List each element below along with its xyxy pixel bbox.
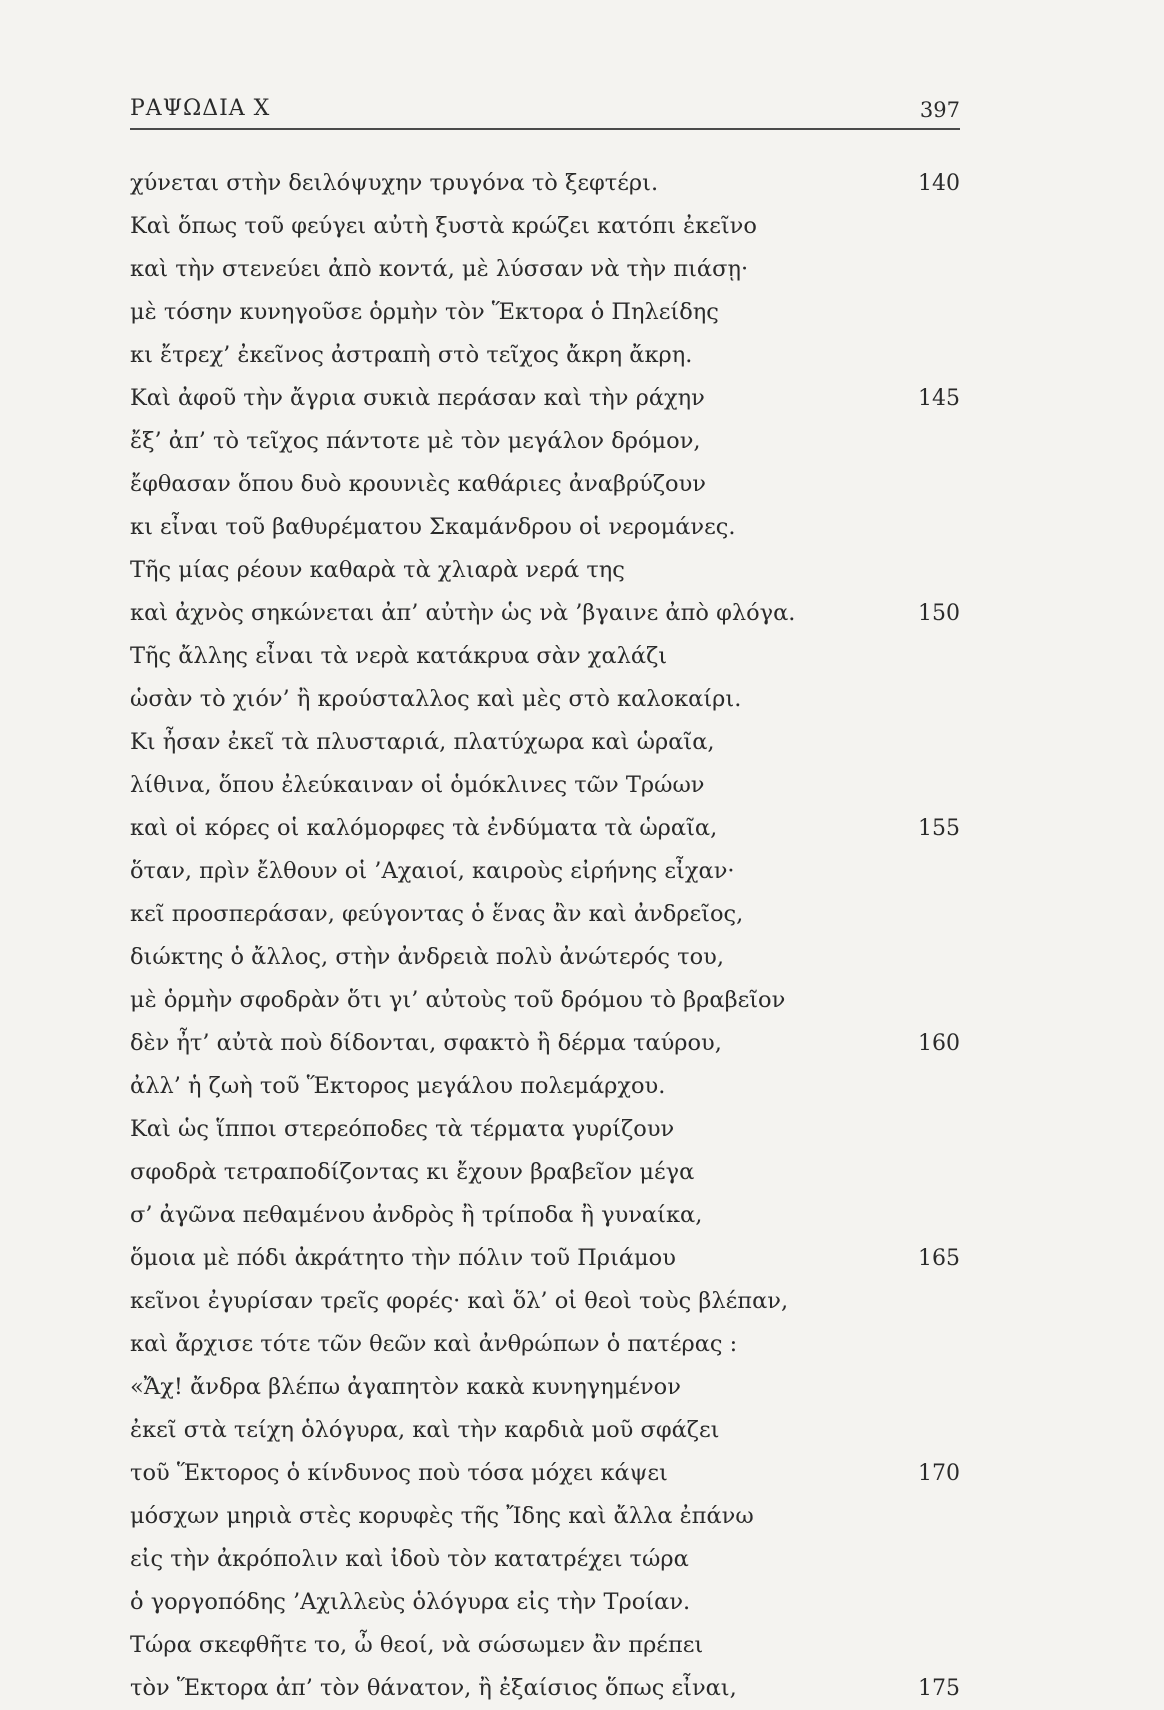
verse-line-text: εἰς τὴν ἀκρόπολιν καὶ ἰδοὺ τὸν κατατρέχει τώρα xyxy=(130,1546,689,1572)
verse-line-text: καὶ ἄρχισε τότε τῶν θεῶν καὶ ἀνθρώπων ὁ πατέρας : xyxy=(130,1331,738,1357)
verse-line xyxy=(130,721,960,764)
verse-line xyxy=(130,377,960,420)
verse-line-text: Καὶ ἀφοῦ τὴν ἄγρια συκιὰ περάσαν καὶ τὴν ράχην xyxy=(130,385,705,411)
verse-line xyxy=(130,592,960,635)
verse-line xyxy=(130,1581,960,1624)
verse-line xyxy=(130,334,960,377)
verse-line-text: κεῖνοι ἐγυρίσαν τρεῖς φορές· καὶ ὅλ’ οἱ θεοὶ τοὺς βλέπαν, xyxy=(130,1288,789,1314)
verse-line-text: σφοδρὰ τετραποδίζοντας κι ἔχουν βραβεῖον μέγα xyxy=(130,1159,695,1185)
verse-line xyxy=(130,893,960,936)
verse-line-text: τὸν Ἕκτορα ἀπ’ τὸν θάνατον, ἢ ἐξαίσιος ὅπως εἶναι, xyxy=(130,1675,737,1701)
verse-line xyxy=(130,420,960,463)
verse-line-text: Καὶ ὡς ἵπποι στερεόποδες τὰ τέρματα γυρίζουν xyxy=(130,1116,675,1142)
line-number: 160 xyxy=(918,1031,960,1056)
verse-line xyxy=(130,764,960,807)
verse-line xyxy=(130,162,960,205)
verse-line xyxy=(130,1108,960,1151)
verse-line-text: καὶ τὴν στενεύει ἀπὸ κοντά, μὲ λύσσαν νὰ τὴν πιάσῃ· xyxy=(130,256,749,282)
verse-line xyxy=(130,979,960,1022)
verse-line xyxy=(130,1624,960,1667)
verse-line-text: κι ἔτρεχ’ ἐκεῖνος ἀστραπὴ στὸ τεῖχος ἄκρη ἄκρη. xyxy=(130,342,693,368)
verse-line xyxy=(130,1022,960,1065)
verse-line xyxy=(130,1495,960,1538)
verse-line xyxy=(130,463,960,506)
verse-line xyxy=(130,850,960,893)
line-number: 150 xyxy=(918,601,960,626)
page-header xyxy=(130,96,960,130)
verse-line-text: δὲν ἦτ’ αὐτὰ ποὺ δίδονται, σφακτὸ ἢ δέρμα ταύρου, xyxy=(130,1030,722,1056)
verse-line-text: μὲ ὁρμὴν σφοδρὰν ὅτι γι’ αὐτοὺς τοῦ δρόμου τὸ βραβεῖον xyxy=(130,987,786,1013)
verse-line-text: ἀλλ’ ἡ ζωὴ τοῦ Ἕκτορος μεγάλου πολεμάρχου. xyxy=(130,1073,666,1099)
verse-line-text: μὲ τόσην κυνηγοῦσε ὁρμὴν τὸν Ἕκτορα ὁ Πηλείδης xyxy=(130,299,719,325)
verse-line-text: ἔξ’ ἀπ’ τὸ τεῖχος πάντοτε μὲ τὸν μεγάλον δρόμον, xyxy=(130,428,701,454)
verse-line xyxy=(130,1366,960,1409)
verse-line-text: ὅταν, πρὶν ἔλθουν οἱ ’Αχαιοί, καιροὺς εἰρήνης εἶχαν· xyxy=(130,858,735,884)
verse-text xyxy=(130,162,960,1710)
verse-line xyxy=(130,1237,960,1280)
verse-line-text: σ’ ἀγῶνα πεθαμένου ἀνδρὸς ἢ τρίποδα ἢ γυναίκα, xyxy=(130,1202,703,1228)
line-number: 165 xyxy=(918,1246,960,1271)
verse-line-text: καὶ ἀχνὸς σηκώνεται ἀπ’ αὐτὴν ὡς νὰ ’βγαινε ἀπὸ φλόγα. xyxy=(130,600,796,626)
verse-line-text: ὅμοια μὲ πόδι ἀκράτητο τὴν πόλιν τοῦ Πριάμου xyxy=(130,1245,676,1271)
verse-line xyxy=(130,248,960,291)
verse-line-text: ἔφθασαν ὅπου δυὸ κρουνιὲς καθάριες ἀναβρύζουν xyxy=(130,471,706,497)
line-number: 145 xyxy=(918,386,960,411)
verse-line-text: Κι ἦσαν ἐκεῖ τὰ πλυσταριά, πλατύχωρα καὶ ὡραῖα, xyxy=(130,729,715,755)
verse-line xyxy=(130,205,960,248)
verse-line-text: καὶ οἱ κόρες οἱ καλόμορφες τὰ ἐνδύματα τὰ ὡραῖα, xyxy=(130,815,718,841)
verse-line xyxy=(130,1194,960,1237)
verse-line xyxy=(130,1452,960,1495)
verse-line xyxy=(130,1409,960,1452)
verse-line xyxy=(130,678,960,721)
verse-line-text: Καὶ ὅπως τοῦ φεύγει αὐτὴ ξυστὰ κρώζει κατόπι ἐκεῖνο xyxy=(130,213,757,239)
verse-line xyxy=(130,1065,960,1108)
line-number: 175 xyxy=(918,1676,960,1701)
verse-line xyxy=(130,807,960,850)
line-number: 170 xyxy=(918,1461,960,1486)
verse-line-text: χύνεται στὴν δειλόψυχην τρυγόνα τὸ ξεφτέρι. xyxy=(130,170,659,196)
verse-line xyxy=(130,1280,960,1323)
verse-line-text: ὁ γοργοπόδης ’Αχιλλεὺς ὁλόγυρα εἰς τὴν Τροίαν. xyxy=(130,1589,691,1615)
verse-line xyxy=(130,1151,960,1194)
line-number: 155 xyxy=(918,816,960,841)
verse-line-text: ἐκεῖ στὰ τείχη ὁλόγυρα, καὶ τὴν καρδιὰ μοῦ σφάζει xyxy=(130,1417,720,1443)
verse-line xyxy=(130,1538,960,1581)
verse-line xyxy=(130,549,960,592)
verse-line-text: «Ἄχ! ἄνδρα βλέπω ἀγαπητὸν κακὰ κυνηγημένον xyxy=(130,1374,681,1400)
verse-line xyxy=(130,291,960,334)
header-rule xyxy=(130,128,960,130)
verse-line xyxy=(130,506,960,549)
page-number: 397 xyxy=(919,98,960,122)
verse-line-text: μόσχων μηριὰ στὲς κορυφὲς τῆς Ἴδης καὶ ἄλλα ἐπάνω xyxy=(130,1503,754,1529)
verse-line-text: λίθινα, ὅπου ἐλεύκαιναν οἱ ὁμόκλινες τῶν Τρώων xyxy=(130,772,705,798)
verse-line-text: τοῦ Ἕκτορος ὁ κίνδυνος ποὺ τόσα μόχει κάψει xyxy=(130,1460,668,1486)
line-number: 140 xyxy=(918,171,960,196)
running-head: ΡΑΨΩΔΙΑ Χ xyxy=(130,96,271,121)
verse-line-text: Τῆς μίας ρέουν καθαρὰ τὰ χλιαρὰ νερά της xyxy=(130,557,625,583)
verse-line-text: διώκτης ὁ ἄλλος, στὴν ἀνδρειὰ πολὺ ἀνώτερός του, xyxy=(130,944,725,970)
verse-line-text: κεῖ προσπεράσαν, φεύγοντας ὁ ἕνας ἂν καὶ ἀνδρεῖος, xyxy=(130,901,744,927)
verse-line xyxy=(130,1323,960,1366)
verse-line-text: ὡσὰν τὸ χιόν’ ἢ κρούσταλλος καὶ μὲς στὸ καλοκαίρι. xyxy=(130,686,742,712)
verse-line xyxy=(130,936,960,979)
verse-line-text: Τώρα σκεφθῆτε το, ὦ θεοί, νὰ σώσωμεν ἂν πρέπει xyxy=(130,1632,704,1658)
verse-line xyxy=(130,1667,960,1710)
verse-line-text: κι εἶναι τοῦ βαθυρέματου Σκαμάνδρου οἱ νερομάνες. xyxy=(130,514,736,540)
verse-line xyxy=(130,635,960,678)
verse-line-text: Τῆς ἄλλης εἶναι τὰ νερὰ κατάκρυα σὰν χαλάζι xyxy=(130,643,668,669)
